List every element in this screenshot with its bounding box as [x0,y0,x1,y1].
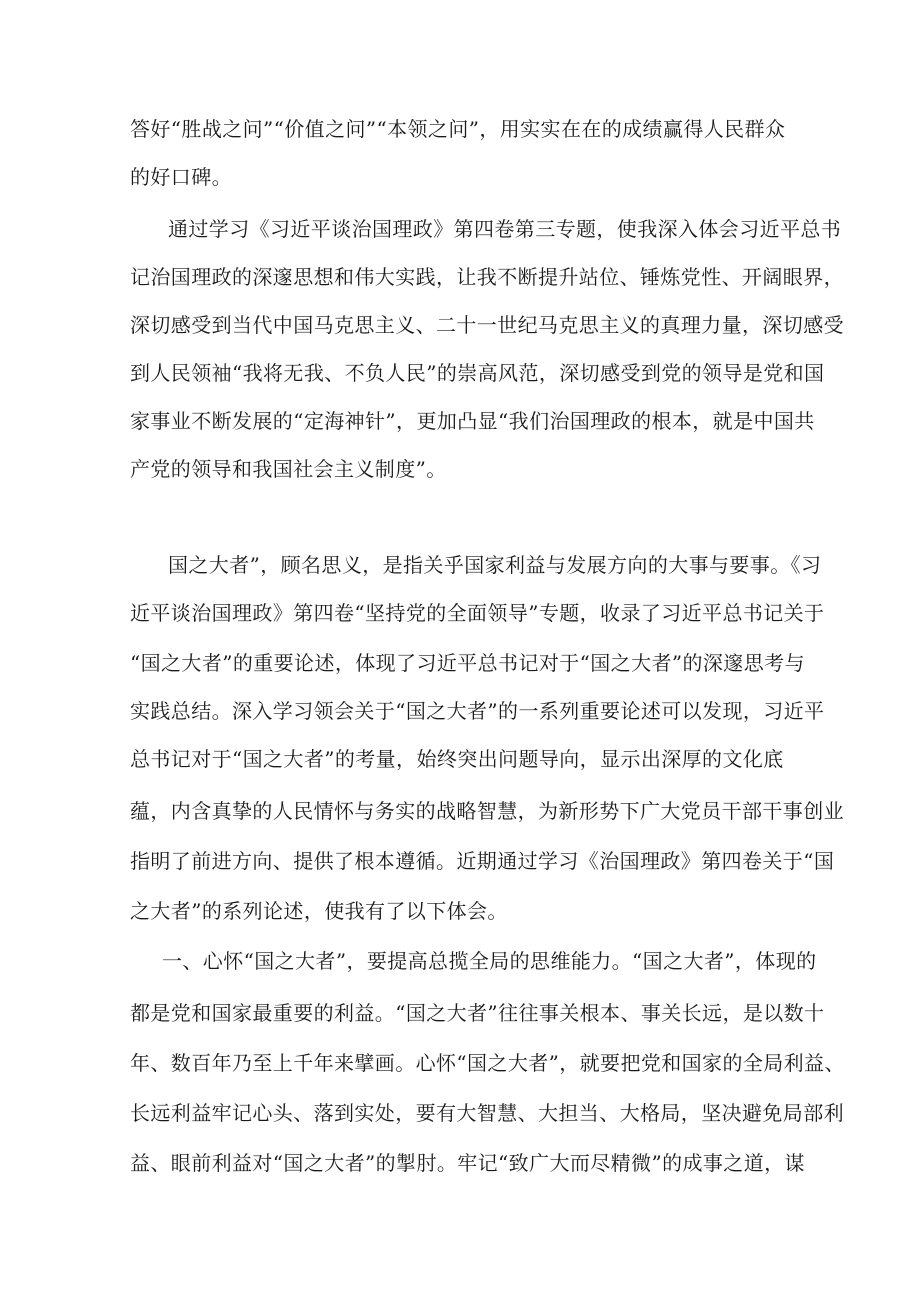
paragraph-4-line-4: 长远利益牢记心头、落到实处，要有大智慧、大担当、大格局，坚决避免局部利 [130,1101,844,1125]
paragraph-3-line-1: 国之大者”，顾名思义，是指关乎国家利益与发展方向的大事与要事。《习 [168,553,822,577]
paragraph-2-line-5: 家事业不断发展的“定海神针”，更加凸显“我们治国理政的根本，就是中国共 [130,409,815,433]
paragraph-4-line-1: 一、心怀“国之大者”，要提高总揽全局的思维能力。“国之大者”，体现的 [162,949,817,973]
paragraph-1-line-2: 的好口碑。 [130,165,232,189]
paragraph-2-line-4: 到人民领袖“我将无我、不负人民”的崇高风范，深切感受到党的领导是党和国 [130,361,825,385]
paragraph-3-line-7: 指明了前进方向、提供了根本遵循。近期通过学习《治国理政》第四卷关于“国 [130,849,835,873]
paragraph-3-line-8: 之大者”的系列论述，使我有了以下体会。 [130,899,508,923]
paragraph-3-line-4: 实践总结。深入学习领会关于“国之大者”的一系列重要论述可以发现，习近平 [130,699,825,723]
paragraph-4-line-3: 年、数百年乃至上千年来擘画。心怀“国之大者”，就要把党和国家的全局利益、 [130,1051,845,1075]
paragraph-2-line-2: 记治国理政的深邃思想和伟大实践，让我不断提升站位、锤炼党性、开阔眼界， [130,265,844,289]
paragraph-2-line-3: 深切感受到当代中国马克思主义、二十一世纪马克思主义的真理力量，深切感受 [130,313,844,337]
paragraph-3-line-3: “国之大者”的重要论述，体现了习近平总书记对于“国之大者”的深邃思考与 [130,651,805,675]
paragraph-3-line-2: 近平谈治国理政》第四卷“坚持党的全面领导”专题，收录了习近平总书记关于 [130,601,825,625]
paragraph-1-line-1: 答好“胜战之问”“价值之问”“本领之问”，用实实在在的成绩赢得人民群众 [130,117,786,141]
paragraph-2-line-6: 产党的领导和我国社会主义制度”。 [130,457,447,481]
paragraph-2-line-1: 通过学习《习近平谈治国理政》第四卷第三专题，使我深入体会习近平总书 [168,217,842,241]
paragraph-3-line-5: 总书记对于“国之大者”的考量，始终突出问题导向，显示出深厚的文化底 [130,747,784,771]
paragraph-4-line-5: 益、眼前利益对“国之大者”的掣肘。牢记“致广大而尽精微”的成事之道，谋 [130,1151,805,1175]
paragraph-3-line-6: 蕴，内含真挚的人民情怀与务实的战略智慧，为新形势下广大党员干部干事创业 [130,799,844,823]
paragraph-4-line-2: 都是党和国家最重要的利益。“国之大者”往往事关根本、事关长远，是以数十 [130,1001,825,1025]
